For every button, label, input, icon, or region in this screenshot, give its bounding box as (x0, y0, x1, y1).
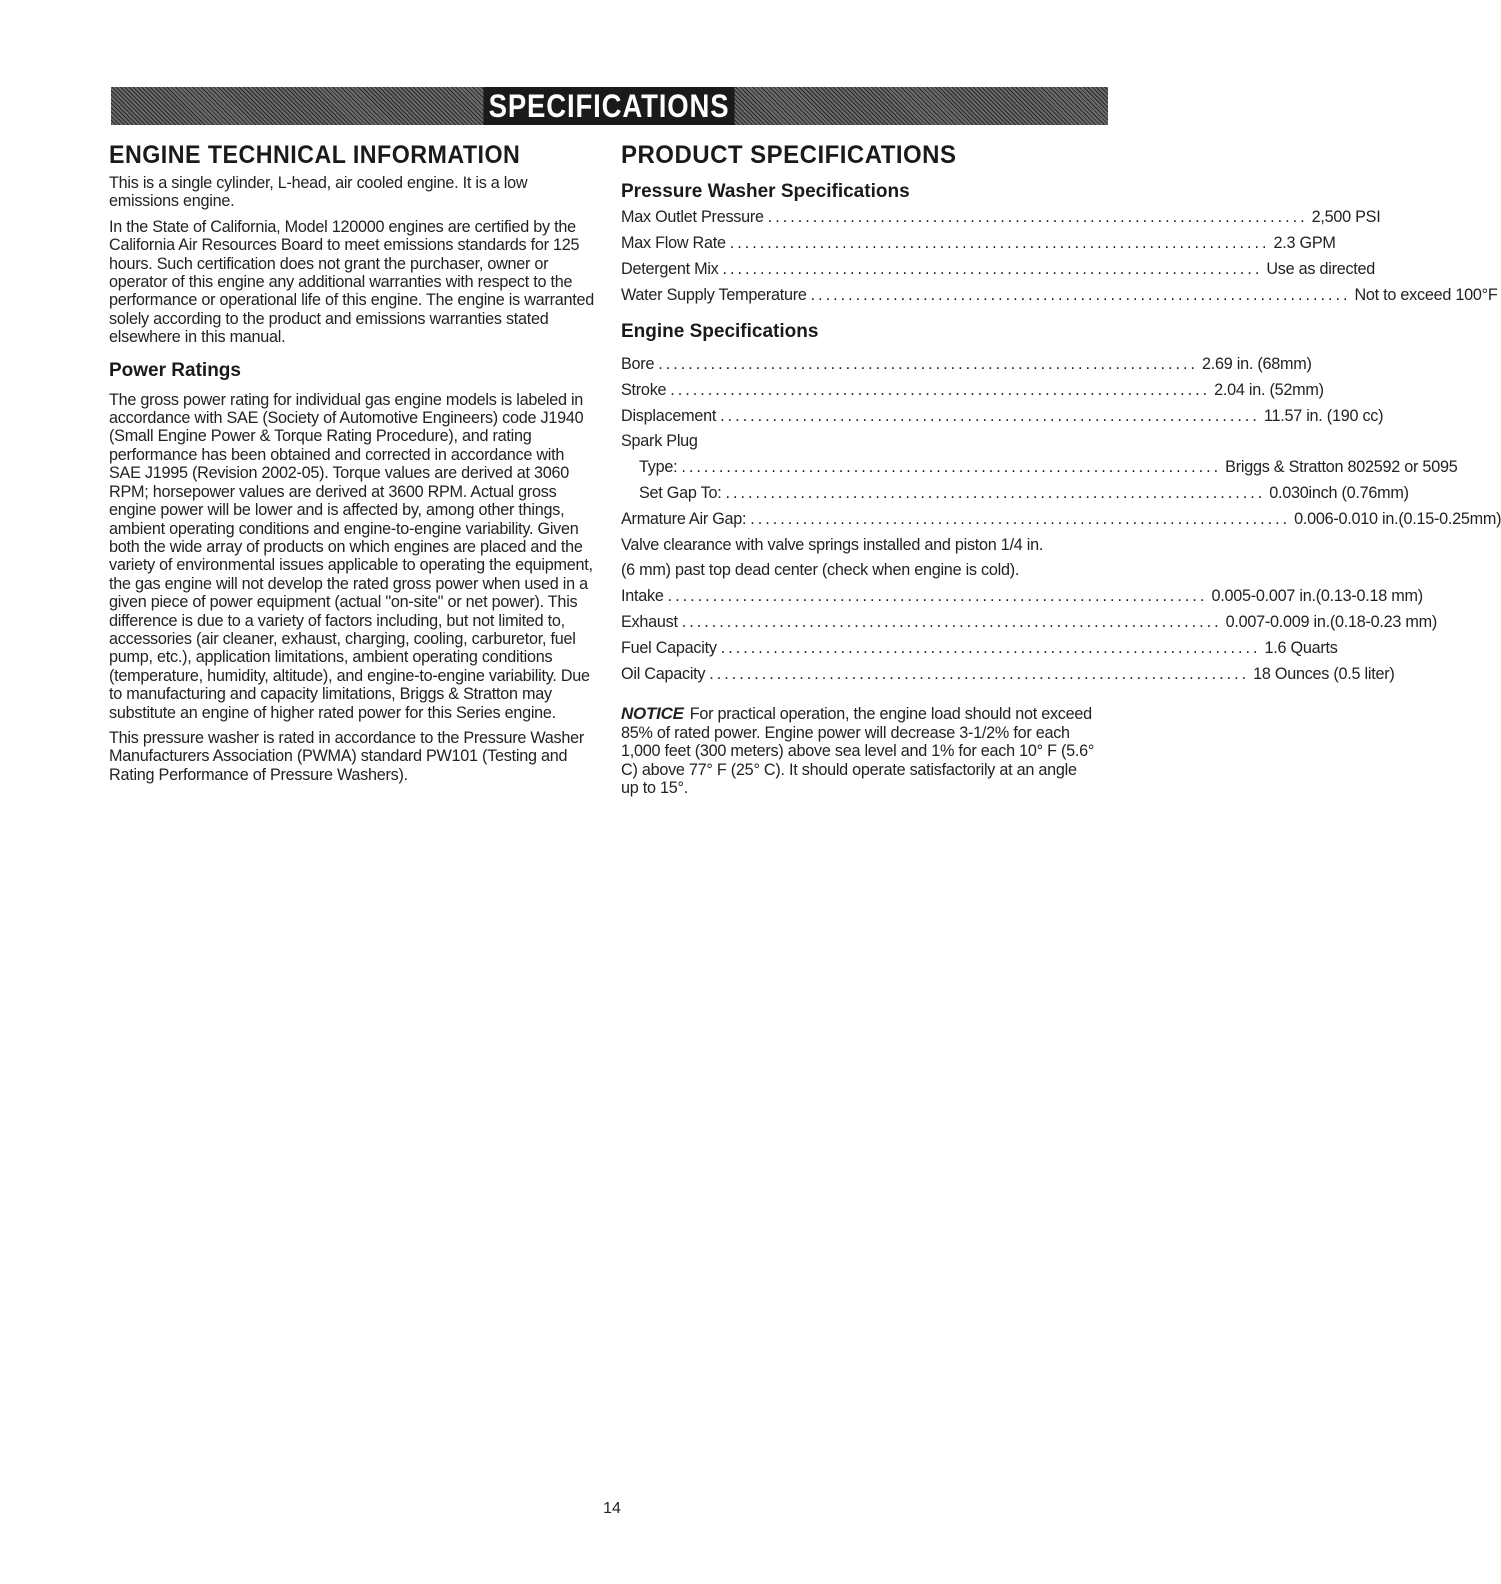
leader-dots: ........................................................................ (720, 638, 1261, 657)
spec-row-fuel-capacity (621, 636, 1338, 662)
spec-label: Oil Capacity (621, 664, 706, 683)
spec-row-intake (621, 584, 1423, 610)
power-paragraph-2: This pressure washer is rated in accordance to the Pressure Washer Manufacturers Association (PWMA) standard PW101 (Testing and Rating Performance of Pressure Washers). (109, 728, 585, 784)
spec-label: Max Flow Rate (621, 234, 726, 252)
intro-paragraph-1: This is a single cylinder, L-head, air cooled engine. It is a low emissions engine. (109, 174, 528, 211)
notice-text: For practical operation, the engine load should not exceed 85% of rated power. Engine power will decrease 3-1/2% for each 1,000 feet (300 meters) above sea level and 1% for each 10° F (5.6° C) above 77° F (25° C). It should operate satisfactorily at an angle up to 15°. (621, 705, 1095, 797)
spec-label: Displacement (621, 406, 717, 425)
valve-clearance-line-2: (6 mm) past top dead center (check when engine is cold). (621, 561, 1020, 580)
spec-label: Armature Air Gap: (621, 509, 747, 528)
spec-value: Briggs & Stratton 802592 or 5095 (1225, 458, 1458, 477)
spec-value: 0.007-0.009 in.(0.18-0.23 mm) (1225, 612, 1437, 631)
spec-value: 2,500 PSI (1311, 208, 1381, 226)
spec-value: 2.3 GPM (1273, 234, 1336, 252)
spec-label: Water Supply Temperature (621, 286, 807, 304)
power-ratings-heading: Power Ratings (109, 359, 241, 381)
spec-label: Fuel Capacity (621, 638, 717, 657)
spec-label: Type: (639, 458, 678, 477)
leader-dots: ........................................................................ (670, 380, 1211, 399)
pressure-washer-specs-heading: Pressure Washer Specifications (621, 181, 910, 202)
spec-row-max-outlet-pressure (621, 204, 1381, 230)
spec-value: 2.69 in. (68mm) (1202, 355, 1312, 373)
page-number: 14 (603, 1500, 621, 1517)
notice-paragraph (621, 705, 1097, 797)
leader-dots: ........................................................................ (720, 406, 1260, 425)
engine-specs-heading: Engine Specifications (621, 321, 819, 342)
spec-row-max-flow-rate (621, 230, 1336, 256)
spec-value: 1.6 Quarts (1264, 638, 1338, 657)
spec-value: 18 Ounces (0.5 liter) (1253, 664, 1395, 683)
leader-dots: ........................................................................ (750, 509, 1291, 528)
spec-row-armature-air-gap (621, 507, 1501, 533)
spec-label: Detergent Mix (621, 260, 719, 278)
banner-title: SPECIFICATIONS (484, 87, 735, 125)
leader-dots: ........................................................................ (667, 587, 1208, 606)
spec-row-water-supply-temperature (621, 282, 1498, 308)
spec-row-spark-type (621, 455, 1458, 481)
spec-label: Stroke (621, 380, 667, 399)
spec-value: 11.57 in. (190 cc) (1263, 406, 1384, 425)
intro-paragraph-2: In the State of California, Model 120000 engines are certified by the California Air Resources Board to meet emissions standards for 125 hours. Such certification does not grant the purchaser, owner or operator of this engine any additional warranties with respect to the performance or operational life of this engine. The engine is warranted solely according to the product and emissions warranties stated elsewhere in this manual. (109, 217, 594, 347)
spec-value: 0.030inch (0.76mm) (1269, 483, 1409, 502)
spec-value: Not to exceed 100°F (1354, 286, 1498, 304)
spec-row-stroke (621, 378, 1324, 404)
spec-value: 2.04 in. (52mm) (1214, 380, 1324, 399)
spec-value: Use as directed (1266, 260, 1376, 278)
spec-value: 0.006-0.010 in.(0.15-0.25mm) (1294, 509, 1501, 528)
spec-row-oil-capacity (621, 662, 1395, 688)
spec-label: Bore (621, 355, 655, 373)
spec-row-displacement (621, 404, 1384, 430)
spec-label: Exhaust (621, 612, 678, 631)
spec-row-exhaust (621, 610, 1437, 636)
power-paragraph-1: The gross power rating for individual gas engine models is labeled in accordance with SAE (Society of Automotive Engineers) code J1940 (Small Engine Power & Torque Rating Procedure), and rating performance has been obtained and corrected in accordance with SAE J1995 (Revision 2002-05). Torque values are derived at 3060 RPM; horsepower values are derived at 3600 RPM. Actual gross engine power will be lower and is affected by, among other things, ambient operating conditions and engine-to-engine variability. Given both the wide array of products on which engines are placed and the variety of environmental issues applicable to operating the equipment, the gas engine will not develop the rated gross power when used in a given piece of power equipment (actual "on-site" or net power). This difference is due to a variety of factors including, but not limited to, accessories (air cleaner, exhaust, charging, cooling, carburetor, fuel pump, etc.), application limitations, ambient operating conditions (temperature, humidity, altitude), and engine-to-engine variability. Due to manufacturing and capacity limitations, Briggs & Stratton may substitute an engine of higher rated power for this Series engine. (109, 390, 593, 722)
engine-technical-heading: ENGINE TECHNICAL INFORMATION (109, 141, 521, 169)
spec-value: 0.005-0.007 in.(0.13-0.18 mm) (1211, 587, 1423, 606)
spec-label: Max Outlet Pressure (621, 208, 764, 226)
spec-row-detergent-mix (621, 256, 1376, 282)
leader-dots: ........................................................................ (658, 355, 1199, 373)
leader-dots: ........................................................................ (681, 612, 1222, 631)
spec-row-spark-gap (621, 481, 1409, 507)
spec-label: Set Gap To: (639, 483, 722, 502)
right-column (621, 140, 1501, 797)
section-banner (111, 87, 1108, 125)
valve-clearance-line-1: Valve clearance with valve springs installed and piston 1/4 in. (621, 535, 1044, 554)
spark-plug-label: Spark Plug (621, 432, 698, 451)
leader-dots: ........................................................................ (729, 234, 1270, 252)
leader-dots: ........................................................................ (709, 664, 1250, 683)
leader-dots: ........................................................................ (722, 260, 1263, 278)
left-column (109, 140, 597, 784)
leader-dots: ........................................................................ (725, 483, 1266, 502)
leader-dots: ........................................................................ (767, 208, 1308, 226)
spec-label: Intake (621, 587, 664, 606)
leader-dots: ........................................................................ (810, 286, 1351, 304)
notice-title: NOTICE (621, 704, 684, 724)
spec-row-bore (621, 352, 1312, 378)
product-specifications-heading: PRODUCT SPECIFICATIONS (621, 141, 957, 169)
leader-dots: ........................................................................ (681, 458, 1222, 477)
